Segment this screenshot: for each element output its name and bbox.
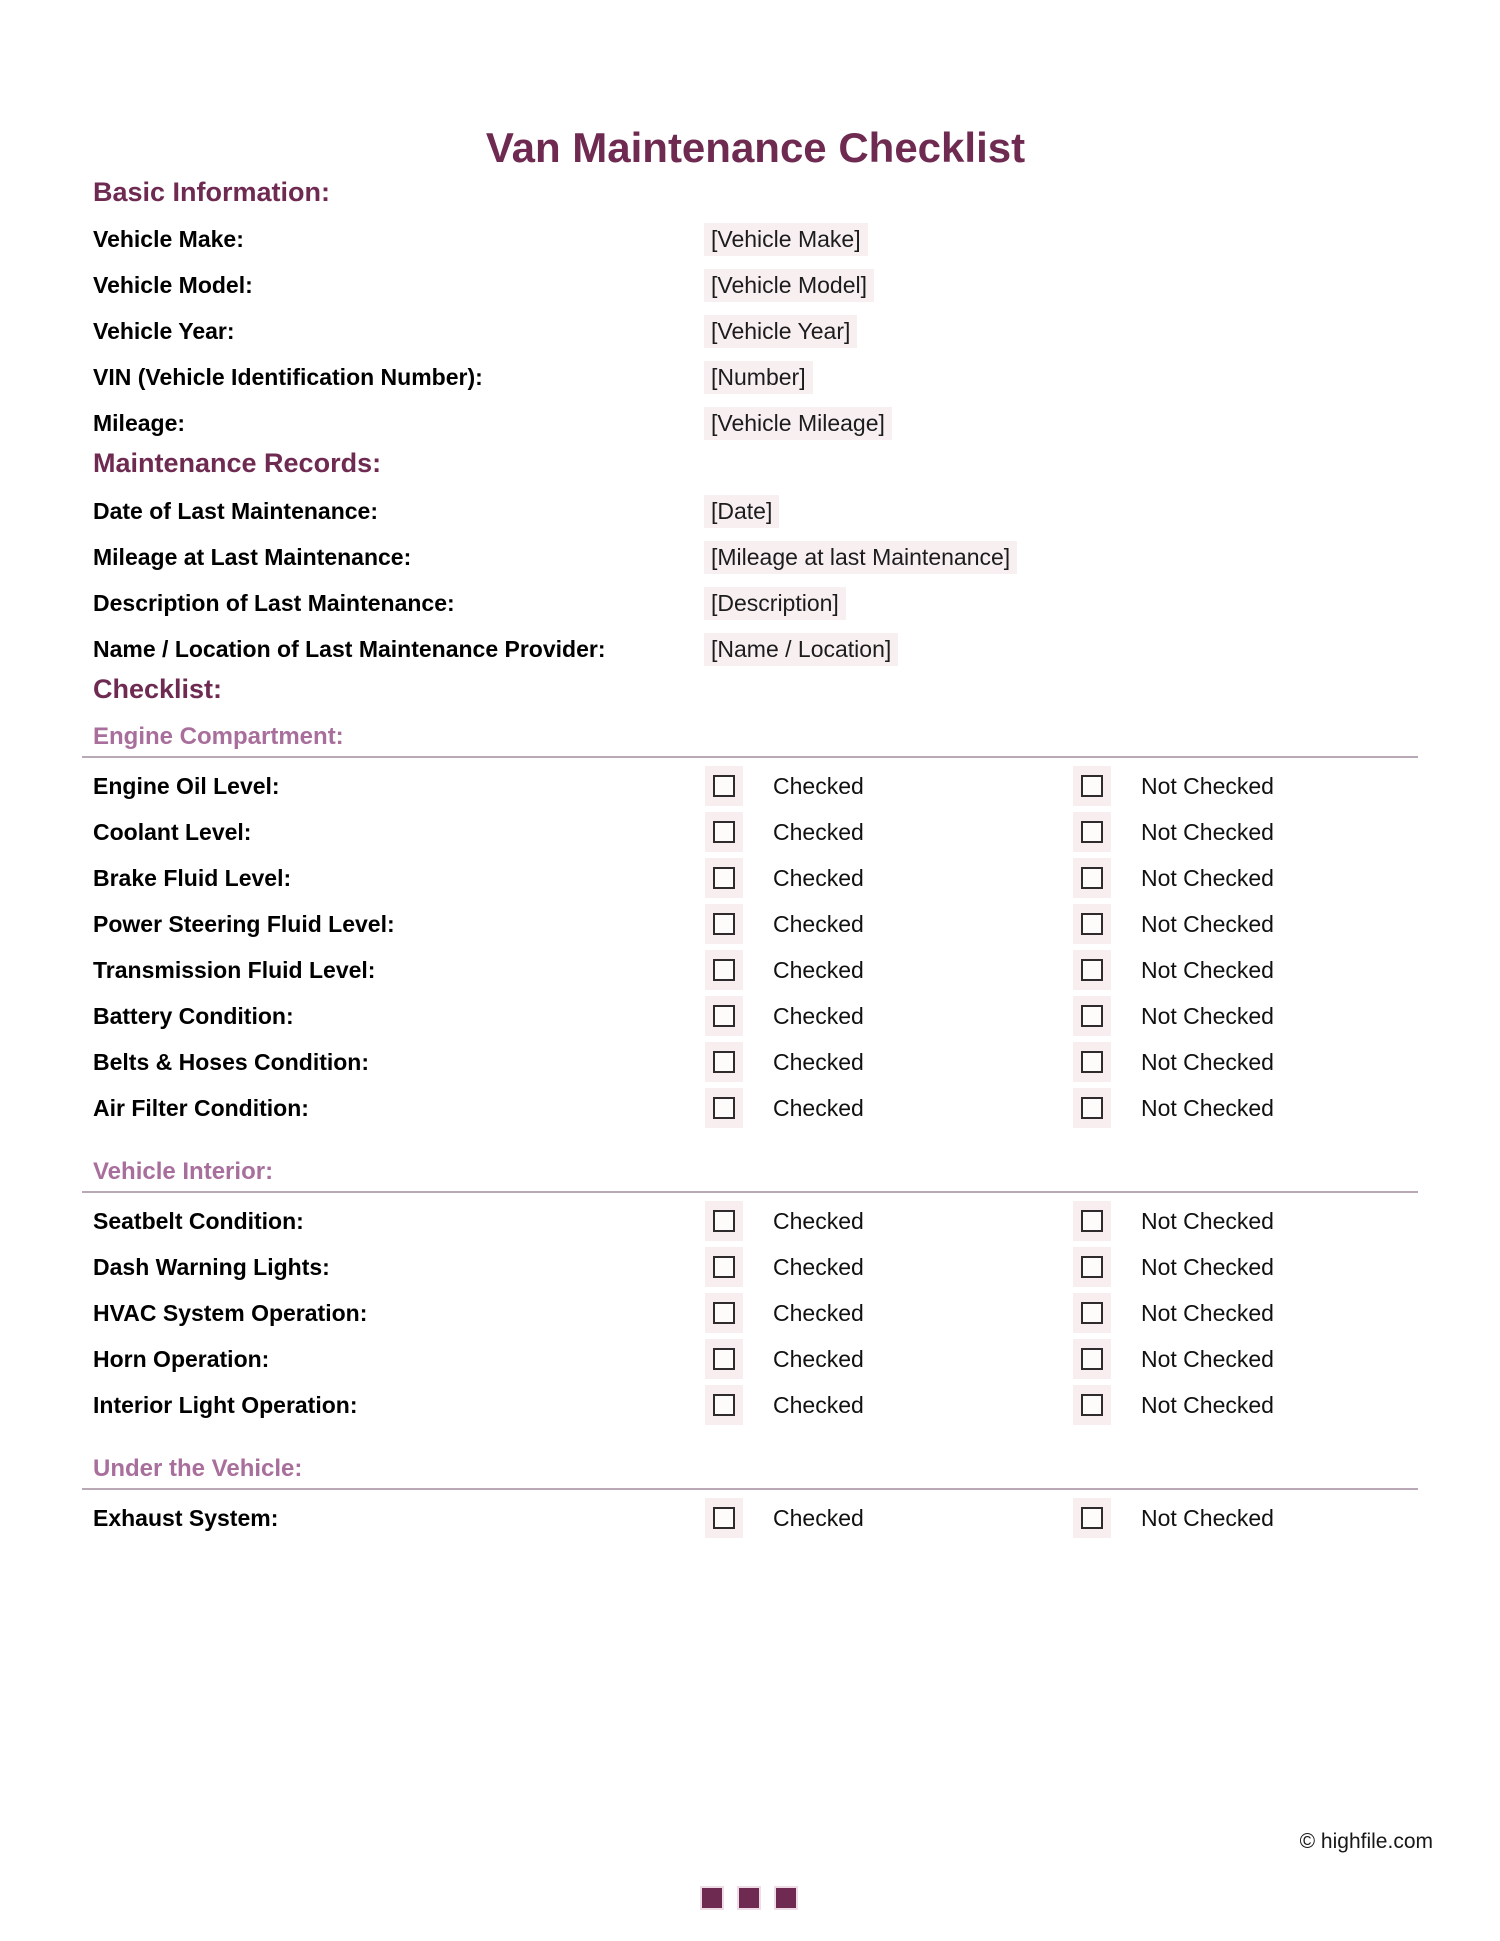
field-label: Mileage:	[93, 409, 186, 436]
checked-checkbox-highlight	[705, 1293, 743, 1333]
checklist-item-label: Interior Light Operation:	[93, 1391, 358, 1418]
checklist-row	[93, 809, 1418, 855]
field-label: Mileage at Last Maintenance:	[93, 543, 412, 570]
checked-checkbox-highlight	[705, 904, 743, 944]
checklist-row	[93, 1039, 1418, 1085]
checked-checkbox[interactable]	[713, 1097, 735, 1119]
not-checked-label: Not Checked	[1141, 1253, 1274, 1280]
checklist-item-label: Engine Oil Level:	[93, 772, 280, 799]
checked-checkbox[interactable]	[713, 1051, 735, 1073]
square-icon	[774, 1886, 798, 1910]
checked-checkbox-highlight	[705, 1201, 743, 1241]
footer-decoration-squares	[700, 1886, 798, 1910]
checklist-item-label: Dash Warning Lights:	[93, 1253, 330, 1280]
field-value-placeholder[interactable]: [Vehicle Year]	[704, 315, 857, 348]
field-row	[93, 400, 1418, 446]
not-checked-label: Not Checked	[1141, 864, 1274, 891]
checklist-rows	[93, 1495, 1418, 1541]
checked-checkbox[interactable]	[713, 821, 735, 843]
checked-checkbox[interactable]	[713, 913, 735, 935]
not-checked-checkbox[interactable]	[1081, 1210, 1103, 1232]
subsection-heading: Under the Vehicle:	[93, 1455, 303, 1483]
field-value-placeholder[interactable]: [Vehicle Mileage]	[704, 407, 892, 440]
checklist-section	[93, 1157, 1418, 1428]
checked-checkbox[interactable]	[713, 1348, 735, 1370]
checklist-row	[93, 947, 1418, 993]
page-title: Van Maintenance Checklist	[485, 124, 1026, 171]
not-checked-checkbox-highlight	[1073, 1339, 1111, 1379]
checklist-section	[93, 722, 1418, 1131]
checked-label: Checked	[773, 1048, 864, 1075]
checked-checkbox-highlight	[705, 812, 743, 852]
field-row	[93, 534, 1418, 580]
checklist-row	[93, 1382, 1418, 1428]
checklist-item-label: Belts & Hoses Condition:	[93, 1048, 370, 1075]
checked-label: Checked	[773, 956, 864, 983]
checked-checkbox-highlight	[705, 858, 743, 898]
not-checked-checkbox[interactable]	[1081, 959, 1103, 981]
checklist-row	[93, 855, 1418, 901]
field-value-placeholder[interactable]: [Vehicle Model]	[704, 269, 874, 302]
square-icon	[737, 1886, 761, 1910]
not-checked-label: Not Checked	[1141, 956, 1274, 983]
not-checked-checkbox-highlight	[1073, 904, 1111, 944]
checklist-row	[93, 763, 1418, 809]
field-label: Vehicle Year:	[93, 317, 235, 344]
not-checked-checkbox[interactable]	[1081, 1507, 1103, 1529]
not-checked-checkbox[interactable]	[1081, 1302, 1103, 1324]
not-checked-label: Not Checked	[1141, 1299, 1274, 1326]
checked-label: Checked	[773, 818, 864, 845]
not-checked-label: Not Checked	[1141, 772, 1274, 799]
section-heading-maintenance-records: Maintenance Records:	[93, 448, 382, 479]
field-label: Name / Location of Last Maintenance Provider:	[93, 635, 606, 662]
checked-label: Checked	[773, 1253, 864, 1280]
not-checked-checkbox-highlight	[1073, 1385, 1111, 1425]
field-row	[93, 216, 1418, 262]
field-label: Vehicle Make:	[93, 225, 244, 252]
section-heading-checklist: Checklist:	[93, 674, 223, 705]
checked-checkbox-highlight	[705, 996, 743, 1036]
checklist-row	[93, 1198, 1418, 1244]
field-value-placeholder[interactable]: [Vehicle Make]	[704, 223, 868, 256]
not-checked-checkbox-highlight	[1073, 1201, 1111, 1241]
copyright-credit: © highfile.com	[1299, 1830, 1433, 1853]
checklist-row	[93, 1336, 1418, 1382]
basic-information-fields	[93, 216, 1418, 446]
checklist-item-label: Seatbelt Condition:	[93, 1207, 304, 1234]
not-checked-checkbox[interactable]	[1081, 867, 1103, 889]
not-checked-checkbox[interactable]	[1081, 1097, 1103, 1119]
checklist-row	[93, 1290, 1418, 1336]
checked-checkbox-highlight	[705, 950, 743, 990]
field-value-placeholder[interactable]: [Date]	[704, 495, 779, 528]
subsection-heading: Engine Compartment:	[93, 723, 344, 751]
not-checked-checkbox-highlight	[1073, 1498, 1111, 1538]
field-value-placeholder[interactable]: [Description]	[704, 587, 846, 620]
checked-checkbox[interactable]	[713, 1394, 735, 1416]
section-divider	[82, 1488, 1418, 1490]
checked-checkbox-highlight	[705, 1042, 743, 1082]
not-checked-checkbox-highlight	[1073, 1088, 1111, 1128]
checked-label: Checked	[773, 910, 864, 937]
field-row	[93, 626, 1418, 672]
not-checked-label: Not Checked	[1141, 1094, 1274, 1121]
checklist-rows	[93, 763, 1418, 1131]
field-row	[93, 354, 1418, 400]
maintenance-records-fields	[93, 488, 1418, 672]
checklist-row	[93, 993, 1418, 1039]
checked-checkbox[interactable]	[713, 775, 735, 797]
field-value-placeholder[interactable]: [Number]	[704, 361, 813, 394]
not-checked-checkbox-highlight	[1073, 812, 1111, 852]
checklist-item-label: Coolant Level:	[93, 818, 252, 845]
not-checked-checkbox-highlight	[1073, 1042, 1111, 1082]
field-row	[93, 488, 1418, 534]
checked-label: Checked	[773, 772, 864, 799]
checked-checkbox-highlight	[705, 1088, 743, 1128]
checked-label: Checked	[773, 1207, 864, 1234]
not-checked-checkbox[interactable]	[1081, 821, 1103, 843]
not-checked-checkbox[interactable]	[1081, 1256, 1103, 1278]
checklist-item-label: Horn Operation:	[93, 1345, 270, 1372]
not-checked-checkbox-highlight	[1073, 1247, 1111, 1287]
checklist-item-label: Exhaust System:	[93, 1504, 279, 1531]
field-value-placeholder[interactable]: [Mileage at last Maintenance]	[704, 541, 1017, 574]
checked-checkbox-highlight	[705, 1385, 743, 1425]
not-checked-checkbox-highlight	[1073, 1293, 1111, 1333]
checked-checkbox[interactable]	[713, 1256, 735, 1278]
checked-checkbox[interactable]	[713, 1507, 735, 1529]
not-checked-label: Not Checked	[1141, 1391, 1274, 1418]
checklist-item-label: Power Steering Fluid Level:	[93, 910, 395, 937]
checked-checkbox[interactable]	[713, 867, 735, 889]
field-value-placeholder[interactable]: [Name / Location]	[704, 633, 898, 666]
field-row	[93, 580, 1418, 626]
not-checked-checkbox-highlight	[1073, 766, 1111, 806]
not-checked-checkbox[interactable]	[1081, 775, 1103, 797]
section-divider	[82, 756, 1418, 758]
checklist-item-label: Brake Fluid Level:	[93, 864, 292, 891]
field-row	[93, 262, 1418, 308]
checked-checkbox-highlight	[705, 766, 743, 806]
not-checked-checkbox[interactable]	[1081, 1394, 1103, 1416]
checked-label: Checked	[773, 1391, 864, 1418]
checked-label: Checked	[773, 1504, 864, 1531]
square-icon	[700, 1886, 724, 1910]
not-checked-checkbox[interactable]	[1081, 1005, 1103, 1027]
checklist-row	[93, 901, 1418, 947]
checklist-item-label: Air Filter Condition:	[93, 1094, 309, 1121]
not-checked-checkbox[interactable]	[1081, 1348, 1103, 1370]
subsection-heading: Vehicle Interior:	[93, 1158, 274, 1186]
checklist-section	[93, 1454, 1418, 1541]
not-checked-checkbox[interactable]	[1081, 1051, 1103, 1073]
checked-label: Checked	[773, 864, 864, 891]
not-checked-label: Not Checked	[1141, 1345, 1274, 1372]
checked-checkbox[interactable]	[713, 1005, 735, 1027]
not-checked-label: Not Checked	[1141, 818, 1274, 845]
checklist-row	[93, 1244, 1418, 1290]
checklist-row	[93, 1085, 1418, 1131]
checklist-item-label: Transmission Fluid Level:	[93, 956, 376, 983]
not-checked-label: Not Checked	[1141, 1207, 1274, 1234]
checked-checkbox[interactable]	[713, 1210, 735, 1232]
checklist-row	[93, 1495, 1418, 1541]
checked-label: Checked	[773, 1299, 864, 1326]
field-row	[93, 308, 1418, 354]
checklist-rows	[93, 1198, 1418, 1428]
not-checked-label: Not Checked	[1141, 1504, 1274, 1531]
section-heading-basic-information: Basic Information:	[93, 176, 331, 207]
field-label: Date of Last Maintenance:	[93, 497, 378, 524]
checklist-sections	[93, 722, 1418, 1541]
field-label: VIN (Vehicle Identification Number):	[93, 363, 483, 390]
checked-checkbox[interactable]	[713, 1302, 735, 1324]
checked-label: Checked	[773, 1094, 864, 1121]
checked-checkbox-highlight	[705, 1247, 743, 1287]
section-divider	[82, 1191, 1418, 1193]
not-checked-label: Not Checked	[1141, 910, 1274, 937]
not-checked-checkbox-highlight	[1073, 996, 1111, 1036]
checklist-item-label: HVAC System Operation:	[93, 1299, 368, 1326]
checked-checkbox-highlight	[705, 1498, 743, 1538]
field-label: Description of Last Maintenance:	[93, 589, 455, 616]
field-label: Vehicle Model:	[93, 271, 253, 298]
checked-checkbox[interactable]	[713, 959, 735, 981]
checked-checkbox-highlight	[705, 1339, 743, 1379]
checked-label: Checked	[773, 1345, 864, 1372]
not-checked-label: Not Checked	[1141, 1002, 1274, 1029]
checklist-item-label: Battery Condition:	[93, 1002, 294, 1029]
not-checked-checkbox[interactable]	[1081, 913, 1103, 935]
not-checked-checkbox-highlight	[1073, 858, 1111, 898]
checked-label: Checked	[773, 1002, 864, 1029]
not-checked-checkbox-highlight	[1073, 950, 1111, 990]
not-checked-label: Not Checked	[1141, 1048, 1274, 1075]
